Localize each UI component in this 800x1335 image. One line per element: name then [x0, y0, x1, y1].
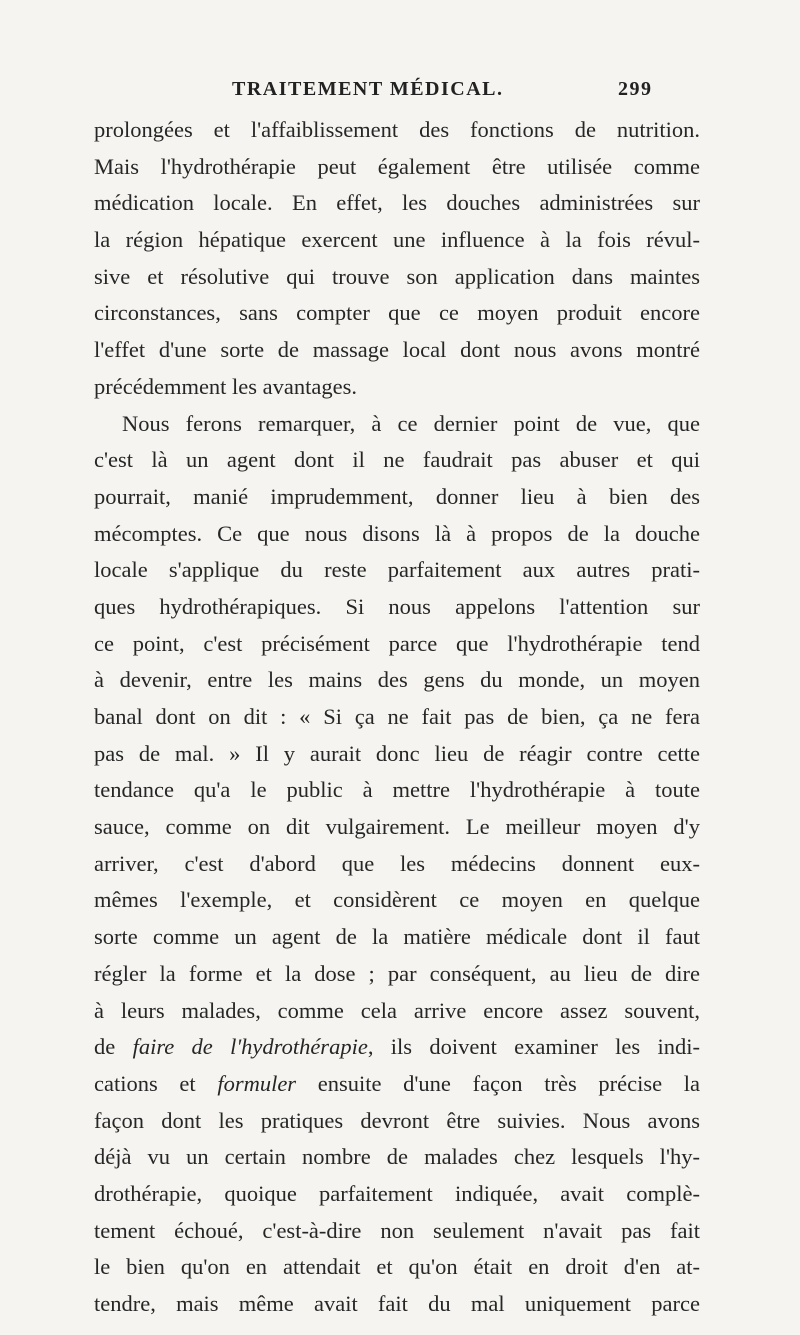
text-line: Mais l'hydrothérapie peut également être utilisée comme [94, 153, 700, 179]
text-line: ce point, c'est précisément parce que l'hydrothérapie tend [94, 630, 700, 656]
text-line: cations et formuler ensuite d'une façon très précise la [94, 1070, 700, 1096]
italic-phrase: faire de l'hydrothérapie [132, 1034, 368, 1060]
text-line: de faire de l'hydrothérapie, ils doivent examiner les indi- [94, 1034, 700, 1060]
text-line: sorte comme un agent de la matière médicale dont il faut [94, 924, 700, 950]
text-line: drothérapie, quoique parfaitement indiquée, avait complè- [94, 1180, 700, 1206]
text-line: sauce, comme on dit vulgairement. Le meilleur moyen d'y [94, 814, 700, 840]
italic-word: formuler [217, 1070, 297, 1096]
text-line: tement échoué, c'est-à-dire non seulement n'avait pas fait [94, 1217, 700, 1243]
text-line: circonstances, sans compter que ce moyen produit encore [94, 300, 700, 326]
text-line: régler la forme et la dose ; par conséquent, au lieu de dire [94, 960, 700, 986]
text-line: mécomptes. Ce que nous disons là à propos de la douche [94, 520, 700, 546]
text-line: locale s'applique du reste parfaitement aux autres prati- [94, 557, 700, 583]
text-line: pourrait, manié imprudemment, donner lieu à bien des [94, 483, 700, 509]
text-line: mêmes l'exemple, et considèrent ce moyen en quelque [94, 887, 700, 913]
text-line: arriver, c'est d'abord que les médecins donnent eux- [94, 850, 700, 876]
text-line: ques hydrothérapiques. Si nous appelons l'attention sur [94, 593, 700, 619]
header-title: TRAITEMENT MÉDICAL. [232, 78, 504, 100]
text-line: médication locale. En effet, les douches administrées sur [94, 190, 700, 216]
body-text [94, 112, 700, 1323]
text-line: l'effet d'une sorte de massage local dont nous avons montré [94, 337, 700, 363]
text-line: à devenir, entre les mains des gens du monde, un moyen [94, 667, 700, 693]
text-line: pas de mal. » Il y aurait donc lieu de réagir contre cette [94, 740, 700, 766]
text-line: le bien qu'on en attendait et qu'on était en droit d'en at- [94, 1254, 700, 1280]
page-number: 299 [618, 78, 653, 100]
text-line: façon dont les pratiques devront être suivies. Nous avons [94, 1107, 700, 1133]
text-line: tendre, mais même avait fait du mal uniquement parce [94, 1291, 700, 1316]
text-line: la région hépatique exercent une influence à la fois révul- [94, 227, 700, 253]
text-line: Nous ferons remarquer, à ce dernier point de vue, que [122, 410, 700, 436]
text-line: déjà vu un certain nombre de malades chez lesquels l'hy- [94, 1144, 700, 1170]
text-line: c'est là un agent dont il ne faudrait pas abuser et qui [94, 447, 700, 473]
text-line: tendance qu'a le public à mettre l'hydrothérapie à toute [94, 777, 700, 803]
text-line: banal dont on dit : « Si ça ne fait pas de bien, ça ne fera [94, 704, 700, 729]
text-line: prolongées et l'affaiblissement des fonctions de nutrition. [94, 117, 700, 142]
text-line: à leurs malades, comme cela arrive encore assez souvent, [94, 997, 700, 1023]
text-line: sive et résolutive qui trouve son application dans maintes [94, 263, 700, 289]
text-line: précédemment les avantages. [94, 373, 358, 399]
